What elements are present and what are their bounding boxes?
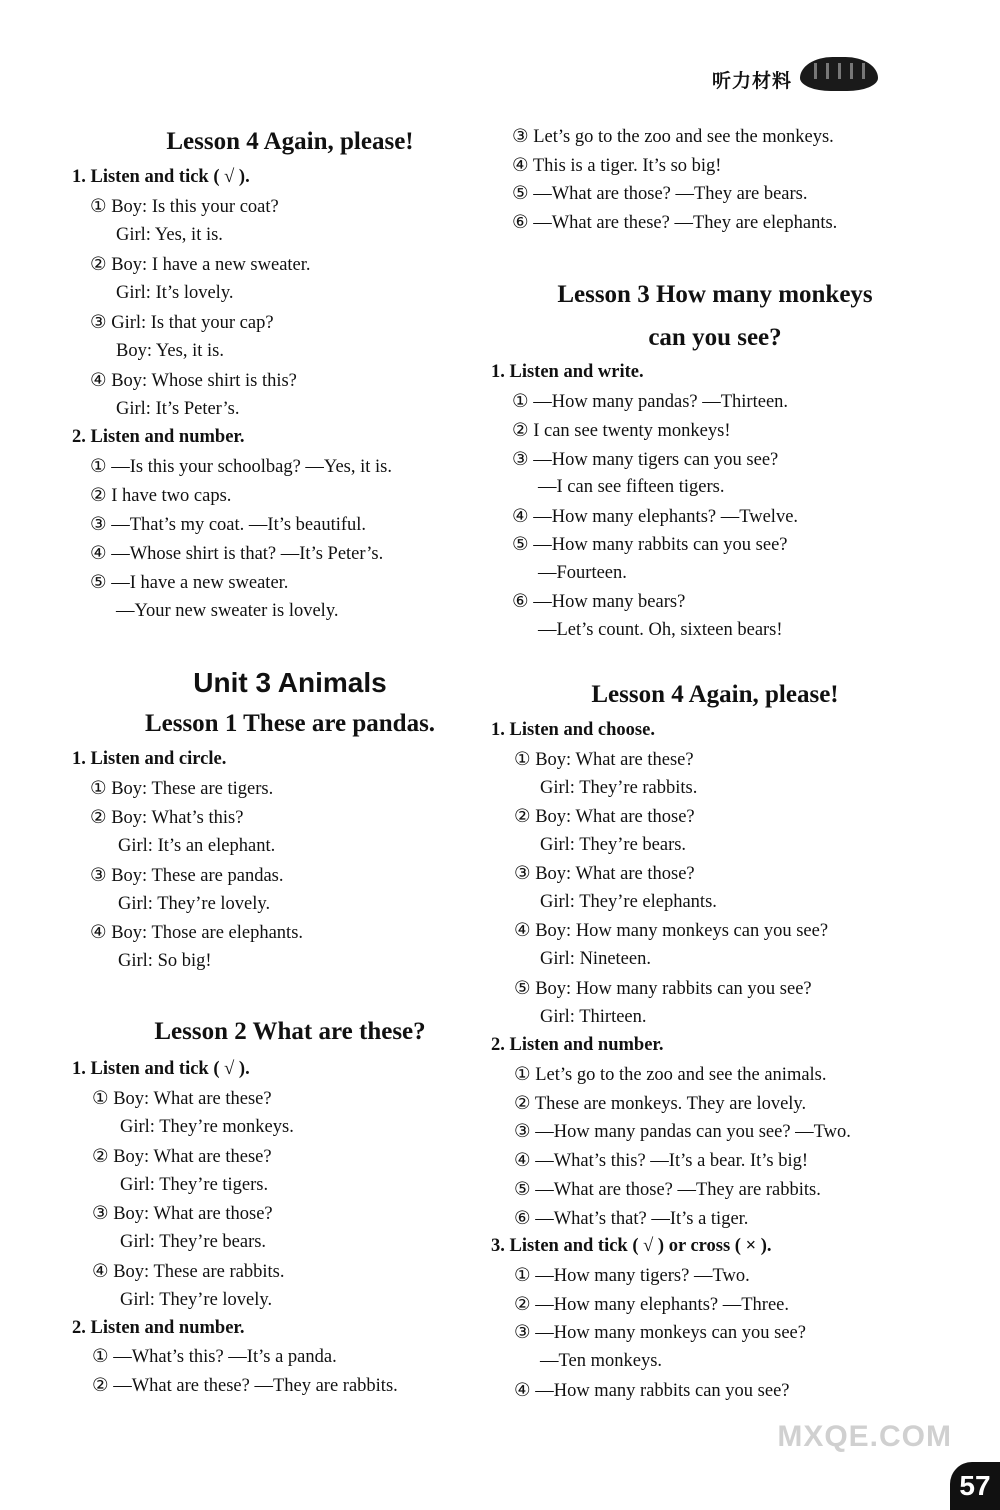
text-line: ① Boy: Is this your coat? [90, 197, 279, 217]
text-line: ⑥ —How many bears? [512, 592, 686, 612]
unit-title: Unit 3 Animals [193, 667, 387, 698]
text-line: ③ —How many tigers can you see? [512, 450, 779, 470]
section-heading: 1. Listen and tick ( √ ). [72, 1059, 250, 1079]
text-line: ① —Is this your schoolbag? —Yes, it is. [90, 457, 392, 477]
text-line: Girl: They’re elephants. [540, 892, 717, 912]
text-line: —Ten monkeys. [540, 1351, 663, 1371]
text-line: ⑤ —I have a new sweater. [90, 573, 289, 593]
text-line: ③ Boy: These are pandas. [90, 866, 284, 886]
text-line: ① Boy: These are tigers. [90, 779, 274, 799]
text-line: ⑤ —How many rabbits can you see? [512, 535, 788, 555]
text-line: ③ —How many pandas can you see? —Two. [514, 1122, 851, 1142]
text-line: Girl: They’re lovely. [118, 894, 271, 914]
text-line: ③ Boy: What are those? [92, 1204, 273, 1224]
text-line: ⑥ —What’s that? —It’s a tiger. [514, 1209, 749, 1229]
text-line: Girl: It’s Peter’s. [116, 399, 240, 419]
text-line: Girl: So big! [118, 951, 212, 971]
lesson-title-continued: can you see? [648, 324, 782, 351]
text-line: ③ Girl: Is that your cap? [90, 313, 274, 333]
section-heading: 1. Listen and circle. [72, 749, 227, 769]
text-line: ④ Boy: Whose shirt is this? [90, 371, 297, 391]
section-heading: 1. Listen and choose. [491, 720, 655, 740]
text-line: ① Boy: What are these? [92, 1089, 272, 1109]
section-heading: 1. Listen and write. [491, 362, 644, 382]
text-line: ② —What are these? —They are rabbits. [92, 1376, 398, 1396]
text-line: ② I can see twenty monkeys! [512, 421, 731, 441]
text-line: ② Boy: What’s this? [90, 808, 244, 828]
text-line: ① —How many pandas? —Thirteen. [512, 392, 789, 412]
header-decoration-icon [800, 57, 878, 91]
lesson-title: Lesson 4 Again, please! [166, 128, 414, 155]
section-heading: 1. Listen and tick ( √ ). [72, 167, 250, 187]
text-line: ① —What’s this? —It’s a panda. [92, 1347, 337, 1367]
text-line: ① Boy: What are these? [514, 750, 694, 770]
text-line: ② Boy: What are these? [92, 1147, 272, 1167]
lesson-title: Lesson 2 What are these? [154, 1018, 426, 1045]
text-line: Girl: It’s an elephant. [118, 836, 276, 856]
section-heading: 2. Listen and number. [491, 1035, 664, 1055]
text-line: ① Let’s go to the zoo and see the animals. [514, 1065, 827, 1085]
text-line: ④ Boy: These are rabbits. [92, 1262, 285, 1282]
text-line: ⑤ —What are those? —They are rabbits. [514, 1180, 821, 1200]
text-line: ② Boy: I have a new sweater. [90, 255, 311, 275]
text-line: ③ Let’s go to the zoo and see the monkeys. [512, 127, 834, 147]
text-line: Girl: Yes, it is. [116, 225, 223, 245]
lesson-title: Lesson 1 These are pandas. [144, 710, 436, 737]
text-line: Girl: Nineteen. [540, 949, 651, 969]
text-line: —Let’s count. Oh, sixteen bears! [538, 620, 783, 640]
text-line: ② —How many elephants? —Three. [514, 1295, 789, 1315]
watermark: MXQE.COM [777, 1420, 952, 1453]
text-line: —I can see fifteen tigers. [538, 477, 725, 497]
text-line: ① —How many tigers? —Two. [514, 1266, 750, 1286]
text-line: ⑤ Boy: How many rabbits can you see? [514, 979, 812, 999]
text-line: Girl: They’re bears. [120, 1232, 267, 1252]
text-line: ④ —How many rabbits can you see? [514, 1381, 790, 1401]
text-line: Girl: Thirteen. [540, 1007, 647, 1027]
text-line: —Your new sweater is lovely. [116, 601, 339, 621]
section-heading: 2. Listen and number. [72, 427, 245, 447]
text-line: Girl: It’s lovely. [116, 283, 234, 303]
text-line: ⑤ —What are those? —They are bears. [512, 184, 808, 204]
text-line: ③ Boy: What are those? [514, 864, 695, 884]
lesson-title: Lesson 3 How many monkeys [557, 281, 873, 308]
text-line: ④ —Whose shirt is that? —It’s Peter’s. [90, 544, 384, 564]
text-line: Boy: Yes, it is. [116, 341, 224, 361]
text-line: ③ —How many monkeys can you see? [514, 1323, 806, 1343]
text-line: ④ This is a tiger. It’s so big! [512, 156, 722, 176]
text-line: —Fourteen. [538, 563, 627, 583]
text-line: ⑥ —What are these? —They are elephants. [512, 213, 838, 233]
header-label: 听力材料 [712, 70, 793, 92]
section-heading: 3. Listen and tick ( √ ) or cross ( × ). [491, 1236, 772, 1256]
text-line: Girl: They’re rabbits. [540, 778, 698, 798]
text-line: Girl: They’re tigers. [120, 1175, 269, 1195]
text-line: ④ —How many elephants? —Twelve. [512, 507, 799, 527]
text-line: Girl: They’re bears. [540, 835, 687, 855]
text-line: ④ —What’s this? —It’s a bear. It’s big! [514, 1151, 809, 1171]
text-line: ② These are monkeys. They are lovely. [514, 1094, 807, 1114]
text-line: ④ Boy: How many monkeys can you see? [514, 921, 829, 941]
text-line: ③ —That’s my coat. —It’s beautiful. [90, 515, 367, 535]
text-line: ④ Boy: Those are elephants. [90, 923, 304, 943]
text-line: ② Boy: What are those? [514, 807, 695, 827]
text-line: Girl: They’re lovely. [120, 1290, 273, 1310]
text-line: ② I have two caps. [90, 486, 232, 506]
lesson-title: Lesson 4 Again, please! [591, 681, 839, 708]
section-heading: 2. Listen and number. [72, 1318, 245, 1338]
text-line: Girl: They’re monkeys. [120, 1117, 294, 1137]
page-number: 57 [950, 1462, 1000, 1510]
